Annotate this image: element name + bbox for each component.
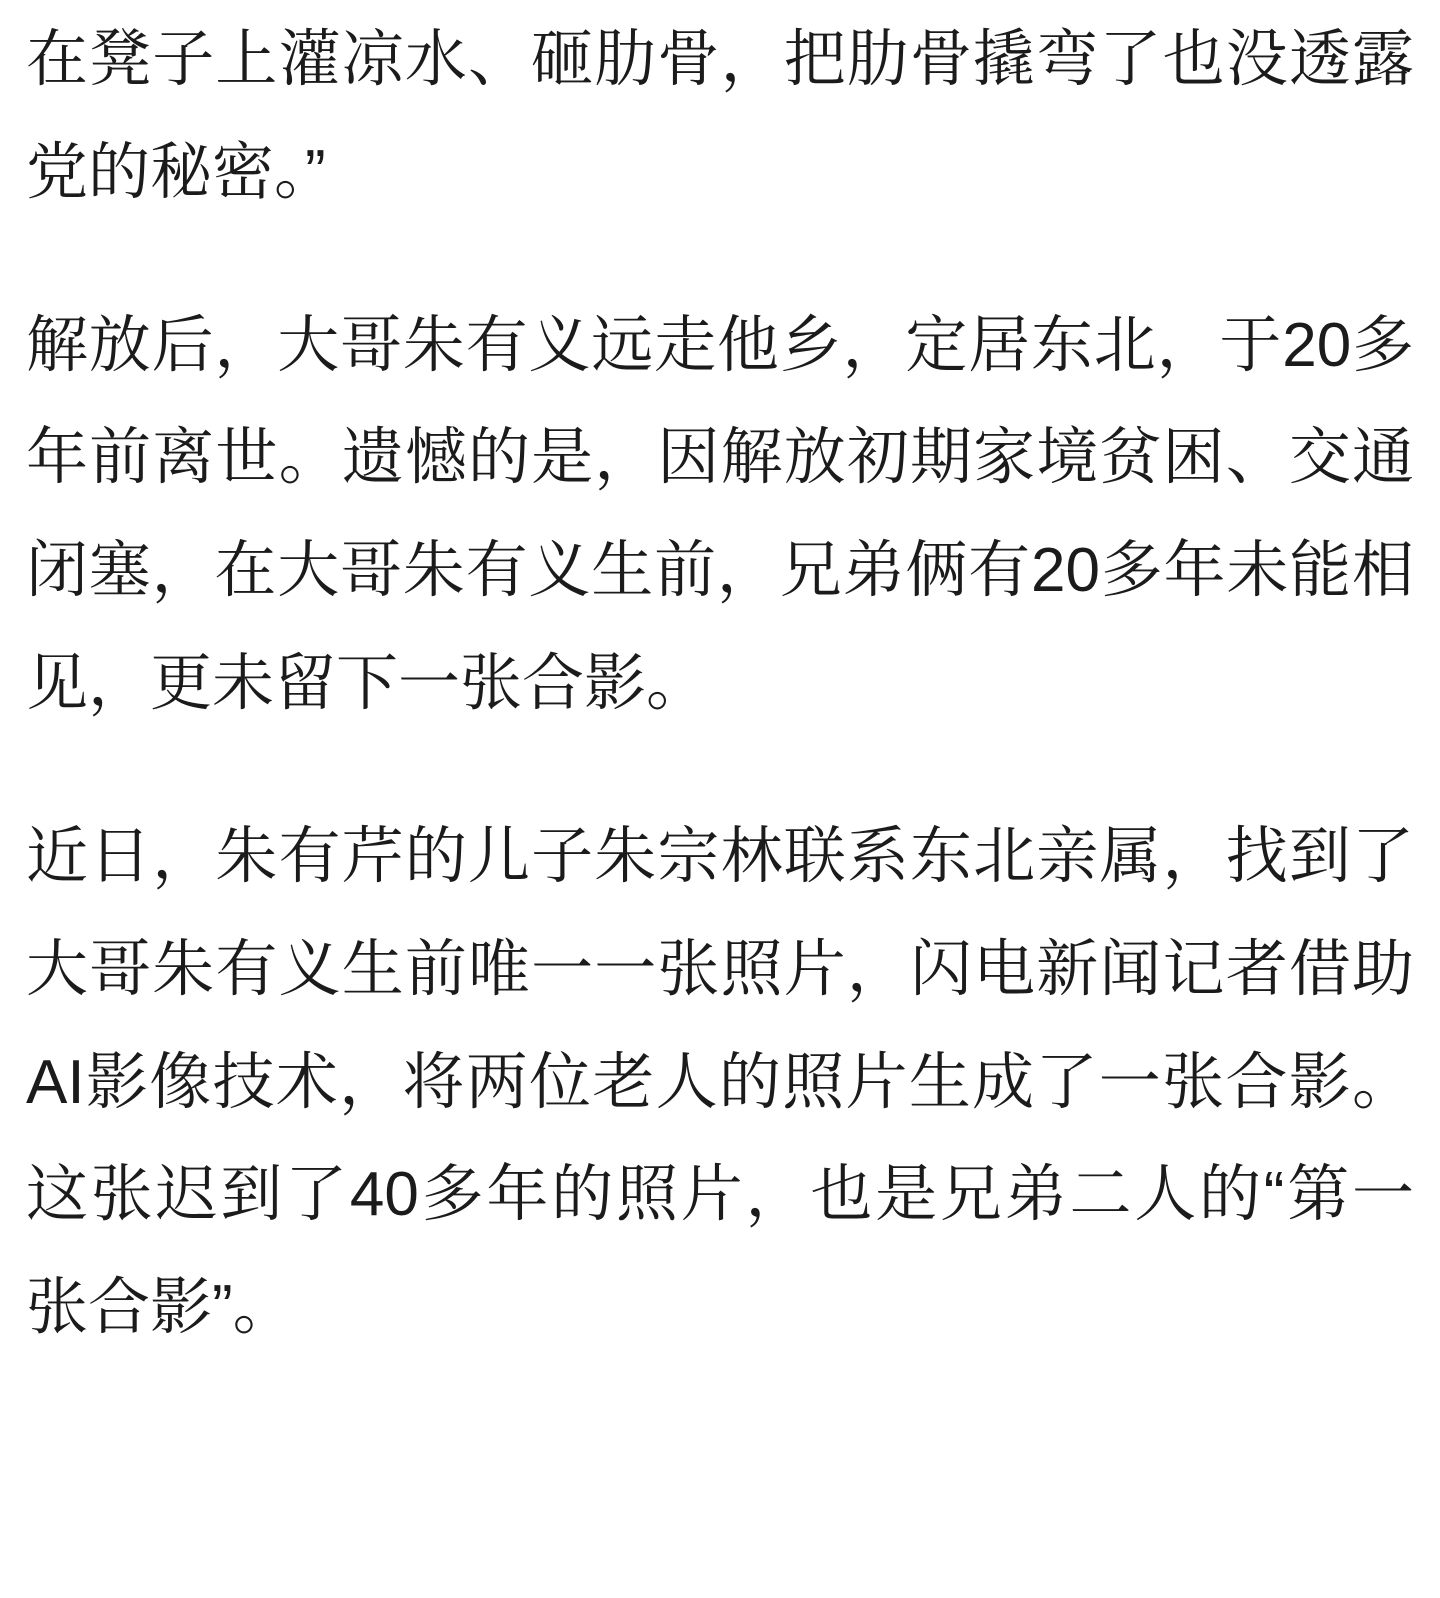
article-paragraph: 在凳子上灌凉水、砸肋骨，把肋骨撬弯了也没透露党的秘密。”	[26, 25, 1414, 207]
article-paragraph: 解放后，大哥朱有义远走他乡，定居东北，于20多年前离世。遗憾的是，因解放初期家境贫困、交通闭塞，在大哥朱有义生前，兄弟俩有20多年未能相见，更未留下一张合影。	[26, 310, 1414, 719]
paragraph-spacer	[26, 230, 1414, 290]
paragraph-spacer	[26, 741, 1414, 801]
article-paragraph: 近日，朱有芹的儿子朱宗林联系东北亲属，找到了大哥朱有义生前唯一一张照片，闪电新闻记者借助AI影像技术，将两位老人的照片生成了一张合影。这张迟到了40多年的照片，也是兄弟二人的“第一张合影”。	[26, 821, 1414, 1343]
